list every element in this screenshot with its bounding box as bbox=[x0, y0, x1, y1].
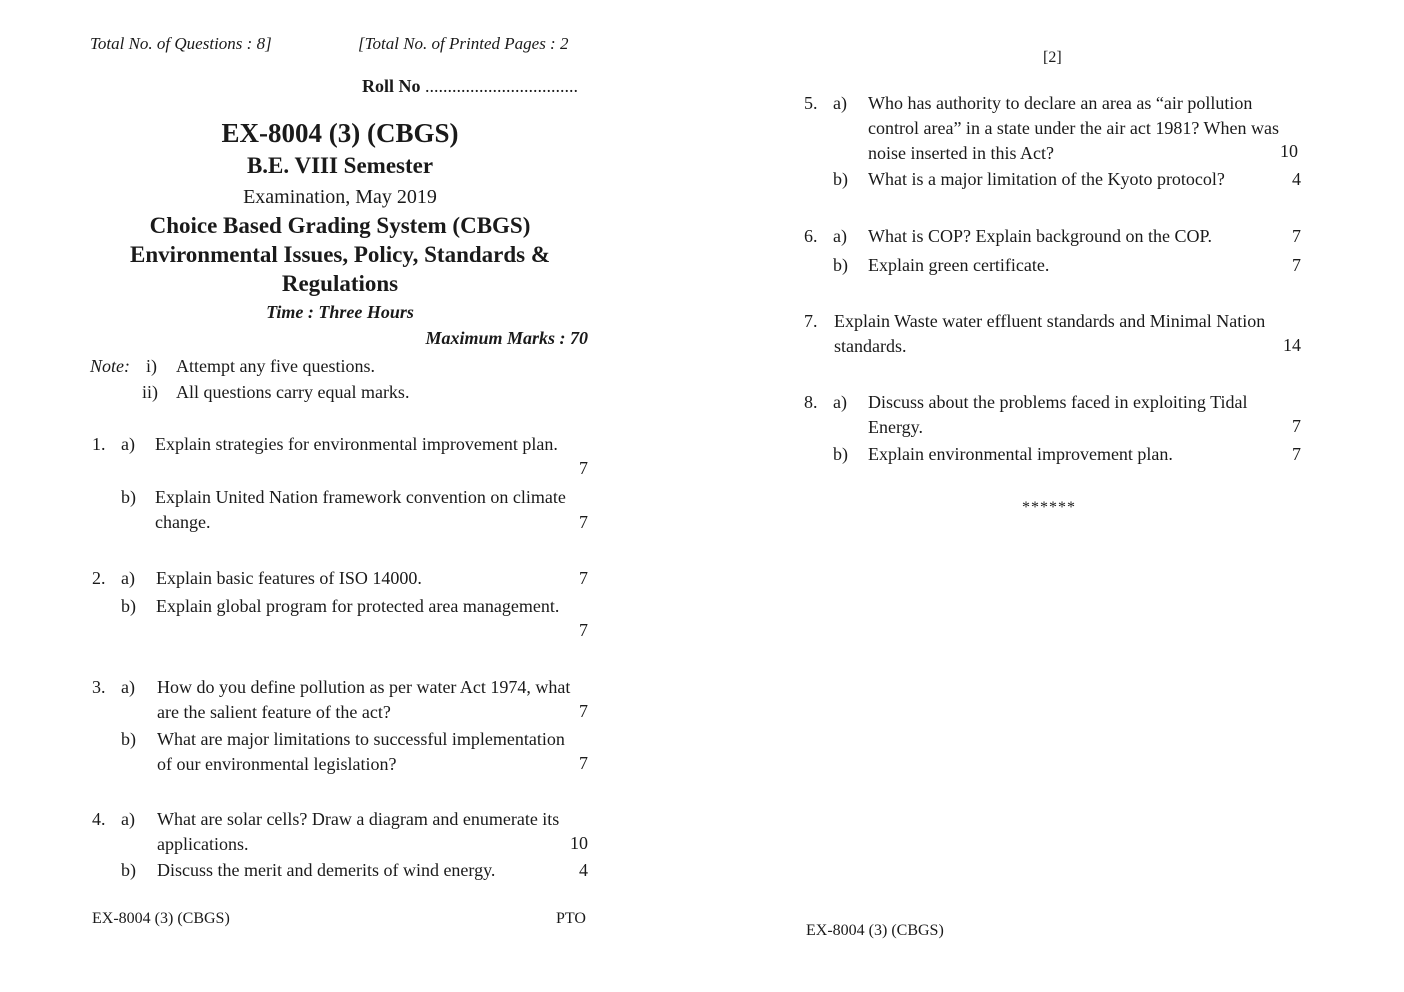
question-part-label: b) bbox=[833, 169, 848, 189]
question-text bbox=[157, 675, 591, 725]
question-number: 3. bbox=[92, 677, 106, 697]
question-text-line: Discuss about the problems faced in exploiting Tidal bbox=[868, 392, 1248, 412]
question-text-line: Who has authority to declare an area as “air pollution bbox=[868, 93, 1253, 113]
subject-line-2: Regulations bbox=[281, 271, 399, 296]
question-text-line: Explain green certificate. bbox=[868, 255, 1050, 275]
paper-code: EX-8004 (3) (CBGS) bbox=[221, 118, 459, 148]
question-part-label: a) bbox=[121, 677, 135, 697]
question-text bbox=[155, 432, 589, 457]
subject-line-1: Environmental Issues, Policy, Standards & bbox=[129, 242, 551, 267]
question-marks: 10 bbox=[570, 833, 588, 853]
question-text-line: What is COP? Explain background on the COP. bbox=[868, 226, 1212, 246]
question-text-line: Discuss the merit and demerits of wind energy. bbox=[157, 860, 496, 880]
note-label: Note: bbox=[90, 356, 130, 376]
question-text-line: What are major limitations to successful implementation bbox=[157, 729, 565, 749]
footer-pto: PTO bbox=[556, 910, 586, 927]
footer-paper-code: EX-8004 (3) (CBGS) bbox=[806, 922, 944, 939]
question-text-line: Explain environmental improvement plan. bbox=[868, 444, 1173, 464]
question-marks: 7 bbox=[1292, 416, 1301, 436]
question-number: 6. bbox=[804, 226, 818, 246]
note-number: ii) bbox=[142, 382, 158, 402]
question-number: 7. bbox=[804, 311, 818, 331]
roll-no bbox=[362, 76, 578, 97]
question-text bbox=[157, 858, 567, 883]
question-marks: 7 bbox=[579, 458, 588, 478]
time-allowed: Time : Three Hours bbox=[266, 302, 414, 322]
total-questions: Total No. of Questions : 8] bbox=[90, 34, 272, 53]
question-text-line: Explain Waste water effluent standards and Minimal Nation bbox=[834, 311, 1266, 331]
question-marks: 7 bbox=[1292, 444, 1301, 464]
question-number: 2. bbox=[92, 568, 106, 588]
question-text bbox=[868, 442, 1278, 467]
question-marks: 7 bbox=[1292, 226, 1301, 246]
question-text-line: Explain global program for protected area management. bbox=[156, 596, 560, 616]
max-marks: Maximum Marks : 70 bbox=[425, 328, 588, 348]
question-marks: 14 bbox=[1283, 335, 1301, 355]
question-text bbox=[155, 485, 589, 535]
question-text bbox=[868, 253, 1278, 278]
question-marks: 7 bbox=[579, 568, 588, 588]
question-marks: 4 bbox=[1292, 169, 1301, 189]
end-of-paper-marker: ****** bbox=[1022, 499, 1076, 516]
question-text bbox=[156, 566, 576, 591]
page-number: [2] bbox=[1043, 49, 1062, 66]
question-marks: 4 bbox=[579, 860, 588, 880]
exam-page-2 bbox=[702, 0, 1404, 992]
question-part-label: a) bbox=[833, 226, 847, 246]
question-text-line: Explain United Nation framework convention on climate bbox=[155, 487, 566, 507]
question-text bbox=[157, 727, 591, 777]
question-text-line: noise inserted in this Act? bbox=[868, 143, 1054, 163]
question-text bbox=[868, 91, 1302, 166]
question-part-label: a) bbox=[121, 434, 135, 454]
question-part-label: b) bbox=[121, 729, 136, 749]
roll-no-label: Roll No bbox=[362, 76, 421, 96]
note-text: Attempt any five questions. bbox=[176, 356, 375, 376]
question-text-line: standards. bbox=[834, 336, 907, 356]
question-number: 8. bbox=[804, 392, 818, 412]
question-text-line: Explain strategies for environmental improvement plan. bbox=[155, 434, 558, 454]
total-pages: [Total No. of Printed Pages : 2 bbox=[358, 34, 569, 53]
question-part-label: b) bbox=[121, 487, 136, 507]
question-part-label: b) bbox=[121, 860, 136, 880]
question-text-line: What is a major limitation of the Kyoto protocol? bbox=[868, 169, 1225, 189]
question-marks: 7 bbox=[1292, 255, 1301, 275]
question-marks: 7 bbox=[579, 753, 588, 773]
question-part-label: b) bbox=[121, 596, 136, 616]
question-text-line: Explain basic features of ISO 14000. bbox=[156, 568, 422, 588]
question-marks: 7 bbox=[579, 701, 588, 721]
question-number: 5. bbox=[804, 93, 818, 113]
roll-no-blank: .................................. bbox=[425, 76, 578, 96]
question-marks: 7 bbox=[579, 512, 588, 532]
question-part-label: b) bbox=[833, 444, 848, 464]
note-number: i) bbox=[146, 356, 157, 376]
question-text-line: of our environmental legislation? bbox=[157, 754, 397, 774]
question-number: 4. bbox=[92, 809, 106, 829]
question-text-line: What are solar cells? Draw a diagram and enumerate its bbox=[157, 809, 560, 829]
question-text bbox=[868, 224, 1278, 249]
question-text-line: How do you define pollution as per water Act 1974, what bbox=[157, 677, 571, 697]
grading-system: Choice Based Grading System (CBGS) bbox=[149, 213, 531, 238]
semester: B.E. VIII Semester bbox=[246, 153, 434, 178]
question-text bbox=[156, 594, 590, 619]
question-part-label: b) bbox=[833, 255, 848, 275]
question-part-label: a) bbox=[833, 93, 847, 113]
question-text bbox=[834, 309, 1304, 359]
question-text bbox=[868, 390, 1302, 440]
footer-paper-code: EX-8004 (3) (CBGS) bbox=[92, 910, 230, 927]
note-text: All questions carry equal marks. bbox=[176, 382, 410, 402]
question-marks: 7 bbox=[579, 620, 588, 640]
question-text-line: control area” in a state under the air act 1981? When was bbox=[868, 118, 1279, 138]
question-text bbox=[868, 167, 1278, 192]
question-part-label: a) bbox=[833, 392, 847, 412]
question-marks: 10 bbox=[1280, 141, 1298, 161]
question-text-line: Energy. bbox=[868, 417, 923, 437]
question-number: 1. bbox=[92, 434, 106, 454]
question-text-line: applications. bbox=[157, 834, 249, 854]
examination: Examination, May 2019 bbox=[243, 186, 437, 208]
question-text-line: change. bbox=[155, 512, 211, 532]
question-part-label: a) bbox=[121, 568, 135, 588]
question-part-label: a) bbox=[121, 809, 135, 829]
question-text-line: are the salient feature of the act? bbox=[157, 702, 391, 722]
question-text bbox=[157, 807, 591, 857]
